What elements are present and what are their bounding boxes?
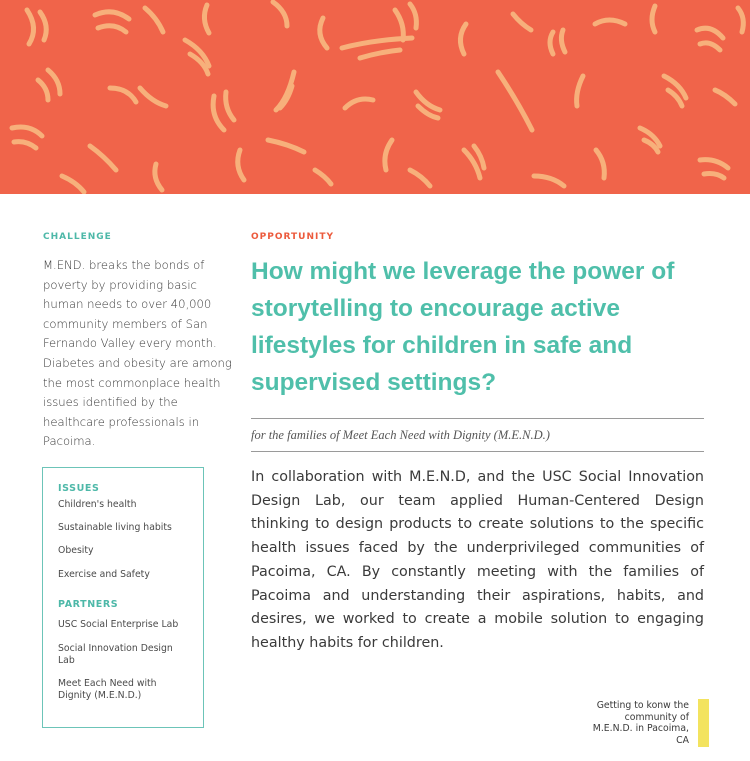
challenge-text: M.END. breaks the bonds of poverty by providing basic human needs to over 40,000 community members of San Fernando Valley every month. Diabetes and obesity are among the most commonplace health issues identified by the healthcare professionals in Pacoima. [43,258,232,449]
challenge-label: CHALLENGE [43,232,112,242]
issues-heading: ISSUES [58,483,100,494]
opportunity-headline: How might we leverage the power of storytelling to encourage active lifestyles for children in safe and supervised settings? [251,258,675,396]
opportunity-subtitle: for the families of Meet Each Need with Dignity (M.E.N.D.) [251,428,550,442]
issues-partners-box [42,467,204,728]
photo-caption: Getting to konw the community of M.E.N.D. in Pacoima, CA [592,700,689,746]
issue-item: Children's health [58,499,137,510]
partner-item: USC Social Enterprise Lab [58,619,179,630]
squiggle-pattern [0,0,750,194]
issue-item: Sustainable living habits [58,522,172,533]
divider-top [251,418,704,419]
partner-item: Social Innovation Design Lab [58,643,173,666]
opportunity-body: In collaboration with M.E.N.D, and the USC Social Innovation Design Lab, our team applied Human-Centered Design thinking to design products to create solutions to the specific health issues faced by the underprivileged communities of Pacoima, CA. By constantly meeting with the families of Pacoima and understanding their aspirations, habits, and desires, we worked to create a mobile solution to engaging healthy habits for children. [251,469,704,651]
pattern-banner [0,0,750,194]
opportunity-label: OPPORTUNITY [251,232,335,242]
divider-bottom [251,451,704,452]
partner-item: Meet Each Need with Dignity (M.E.N.D.) [58,678,157,701]
issue-item: Exercise and Safety [58,569,150,580]
partners-heading: PARTNERS [58,599,119,610]
caption-accent-bar [698,699,709,747]
issue-item: Obesity [58,545,94,556]
